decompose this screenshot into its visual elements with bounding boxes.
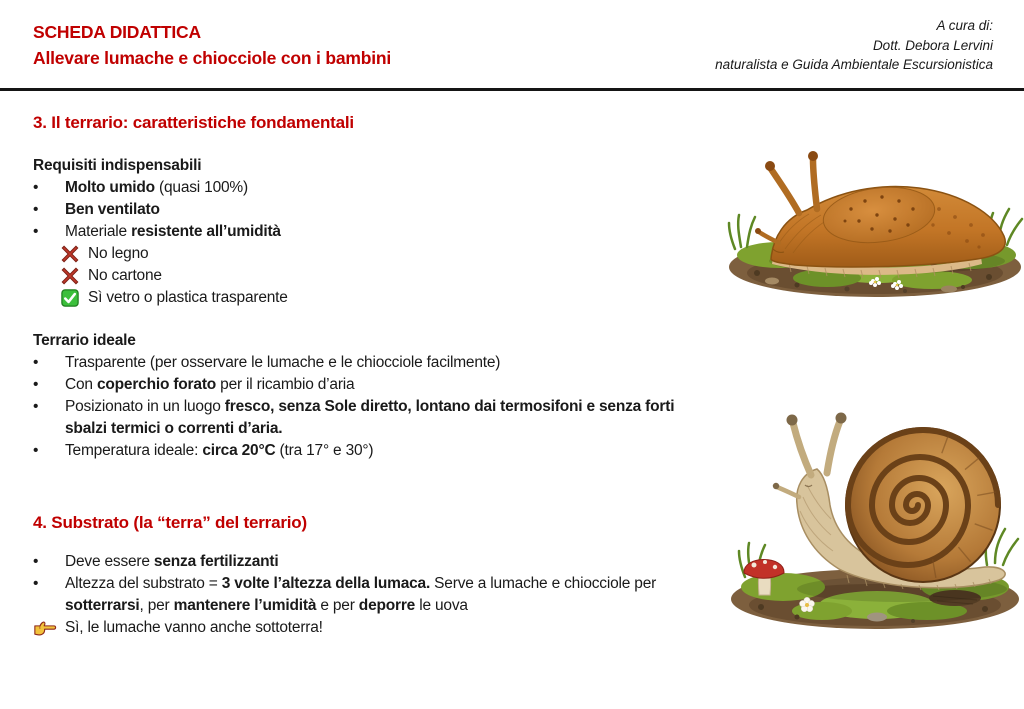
- list-item: [33, 396, 723, 440]
- credits-line: naturalista e Guida Ambientale Escursionistica: [715, 57, 993, 72]
- ideale-heading: Terrario ideale: [33, 332, 136, 349]
- bullet-icon: •: [33, 398, 39, 415]
- red-cross-icon: [61, 245, 79, 263]
- terrario-ideale-group: [33, 330, 723, 462]
- section4-list: [33, 551, 723, 639]
- list-item: [33, 352, 723, 374]
- list-item-text: Con coperchio forato per il ricambio d’aria: [65, 376, 355, 393]
- main-content: [33, 110, 723, 639]
- header-divider: [0, 88, 1024, 91]
- list-item-text: No cartone: [88, 267, 162, 284]
- section4-title: 4. Substrato (la “terra” del terrario): [33, 513, 307, 532]
- slug-drawing: [727, 97, 1024, 304]
- note-row: [33, 617, 723, 639]
- bullet-icon: •: [33, 354, 39, 371]
- snail-illustration: [727, 377, 1024, 634]
- list-item: [61, 243, 723, 265]
- list-item: [33, 374, 723, 396]
- list-item: [33, 199, 723, 221]
- list-item-text: Posizionato in un luogo fresco, senza Sole diretto, lontano dai termosifoni e senza forti sbalzi termici o correnti d’aria.: [65, 398, 675, 437]
- red-cross-icon: [61, 267, 79, 285]
- author-credits: [715, 16, 993, 75]
- doc-title-line1: SCHEDA DIDATTICA: [33, 22, 201, 42]
- list-item-text: Ben ventilato: [65, 201, 160, 218]
- slug-illustration: [727, 97, 1024, 304]
- list-item-text: Molto umido (quasi 100%): [65, 179, 248, 196]
- list-item-text: Materiale resistente all’umidità: [65, 223, 281, 240]
- list-item-text: Sì vetro o plastica trasparente: [88, 289, 288, 306]
- list-item: [33, 573, 723, 617]
- doc-title-line2: Allevare lumache e chiocciole con i bambini: [33, 48, 392, 68]
- section3-title: 3. Il terrario: caratteristiche fondamentali: [33, 113, 354, 132]
- credits-line: A cura di:: [936, 18, 993, 33]
- green-check-icon: [61, 289, 79, 307]
- list-item: [61, 265, 723, 287]
- bullet-icon: •: [33, 376, 39, 393]
- list-item-text: Altezza del substrato = 3 volte l’altezza della lumaca. Serve a lumache e chiocciole per sotterrarsi, per mantenere l’umidità e per deporre le uova: [65, 575, 657, 614]
- list-item-text: Trasparente (per osservare le lumache e le chiocciole facilmente): [65, 354, 501, 371]
- bullet-icon: •: [33, 179, 39, 196]
- pointing-hand-icon: [33, 619, 57, 637]
- list-item: [61, 287, 723, 309]
- list-item: [33, 221, 723, 243]
- list-item-text: No legno: [88, 245, 149, 262]
- credits-line: Dott. Debora Lervini: [872, 37, 993, 53]
- list-item: [33, 551, 723, 573]
- bullet-icon: •: [33, 442, 39, 459]
- snail-drawing: [727, 377, 1024, 634]
- note-text: Sì, le lumache vanno anche sottoterra!: [65, 619, 323, 636]
- list-item-text: Deve essere senza fertilizzanti: [65, 553, 279, 570]
- bullet-icon: •: [33, 223, 39, 240]
- bullet-icon: •: [33, 575, 39, 592]
- list-item: [33, 440, 723, 462]
- requisiti-heading: Requisiti indispensabili: [33, 157, 202, 174]
- bullet-icon: •: [33, 201, 39, 218]
- doc-title: [33, 19, 391, 71]
- list-item-text: Temperatura ideale: circa 20°C (tra 17° e 30°): [65, 442, 374, 459]
- bullet-icon: •: [33, 553, 39, 570]
- list-item: [33, 177, 723, 199]
